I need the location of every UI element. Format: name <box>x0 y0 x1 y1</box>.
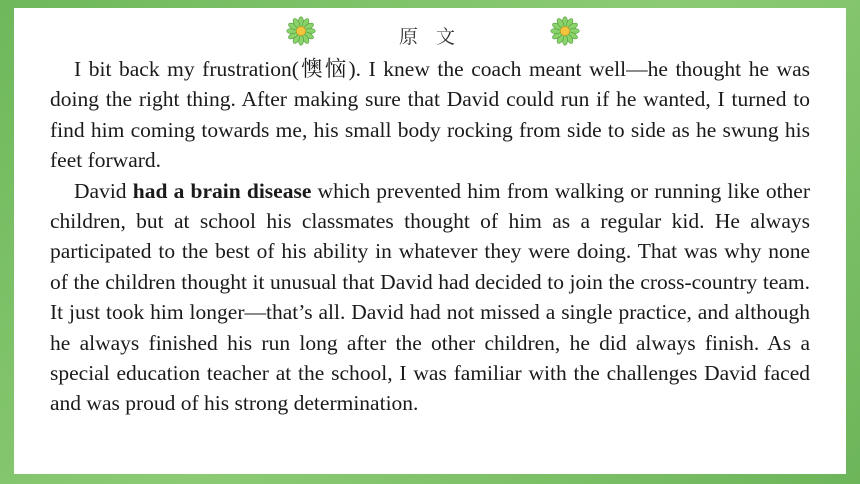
paragraph-text: which prevented him from walking or running like other children, but at school his classmates thought of him as a regular kid. He always participated to the best of his ability in whatever they were doing. That was why none of the children thought it unusual that David had decided to join the cross-country team. It just took him longer—that’s all. David had not missed a single practice, and although he always finished his run long after the other children, he did always finish. As a special education teacher at the school, I was familiar with the challenges David faced and was proud of his strong determination. <box>50 178 810 416</box>
section-title: 原 文 <box>398 26 462 48</box>
paragraph-2 <box>50 176 810 419</box>
paragraph-text: I bit back my frustration(懊恼). I knew the coach meant well—he thought he was doing the right thing. After making sure that David could run if he wanted, I turned to find him coming towards me, his small body rocking from side to side as he swung his feet forward. <box>50 57 810 173</box>
flower-icon <box>550 16 580 46</box>
paragraph-text: David <box>74 178 133 203</box>
highlighted-phrase: had a brain disease <box>132 178 312 203</box>
header <box>14 14 846 48</box>
paragraph-1 <box>50 54 810 176</box>
passage-text <box>50 54 810 419</box>
content-panel <box>14 8 846 474</box>
